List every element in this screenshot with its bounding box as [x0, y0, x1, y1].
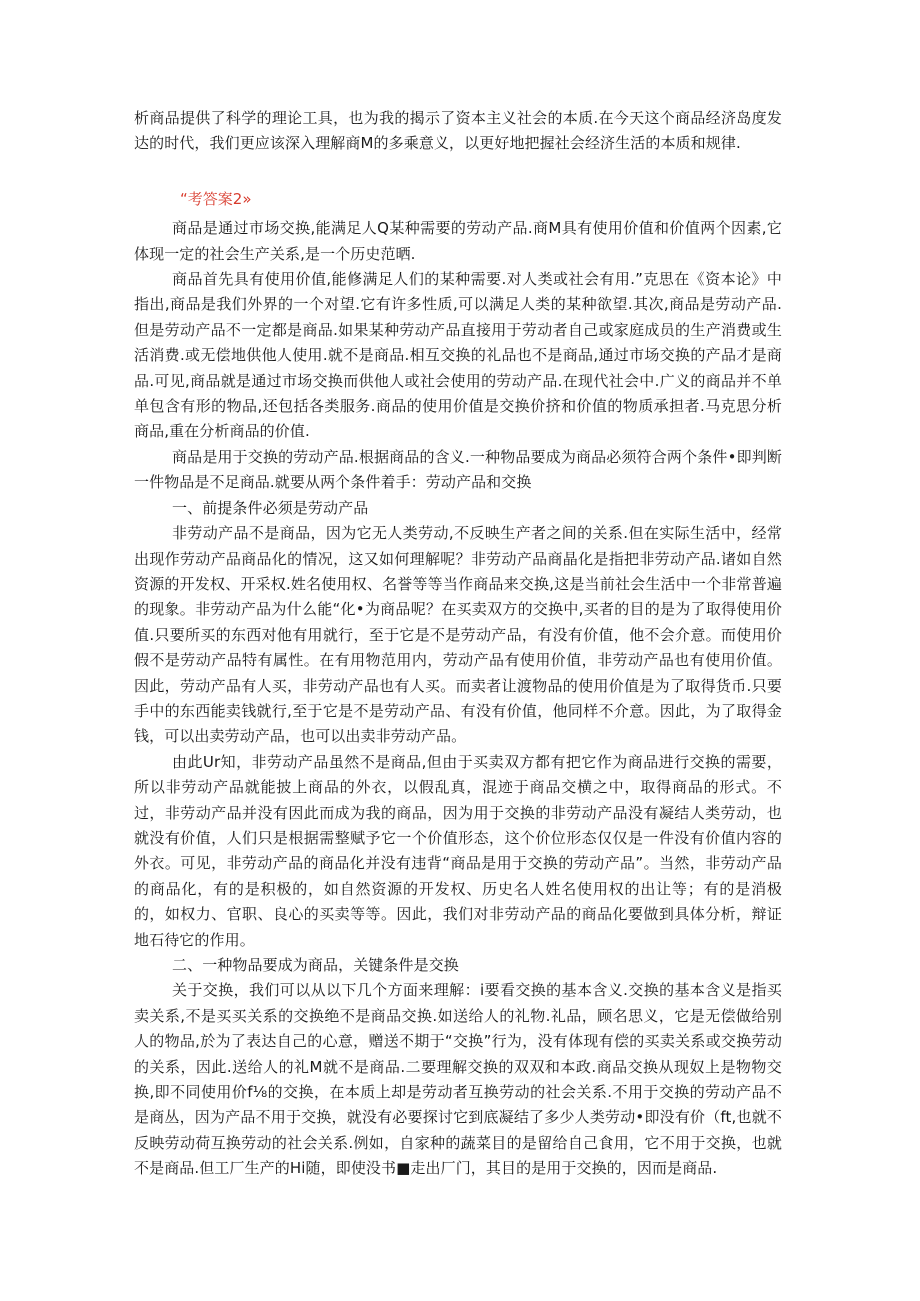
section-gap	[134, 157, 782, 187]
paragraph-exchange: 关于交换，我们可以从以下几个方面来理解：i要看交换的基本含义.交换的基本含义是指买卖关系,不是买买关系的交换绝不是商品交换.如送给人的礼物.礼品，顾名思义，它是无偿做给别人的物品,於为了表达自己的心意，赠送不期于“交换”行为，没有体现有偿的买卖关系或交换劳动的关系，因此.送给人的礼M就不是商品.二要理解交换的双双和本政.商品交换从现奴上是物物交换,即不同使用价f⅛的交换，在本质上却是劳动者互换劳动的社会关系.不用于交换的劳动产品不是商丛，因为产品不用于交换，就没有必要探讨它到底凝结了多少人类劳动•即没有价（ft,也就不反映劳动荷互换劳动的社会关系.例如，自家种的蔬菜目的是留给自己食用，它不用于交换，也就不是商品.但工厂生产的Hi随，即使没书■走出厂门，其目的是用于交换的，因而是商品.	[134, 981, 782, 1178]
section-heading-labor-product: 一、前提条件必须是劳动产品	[172, 498, 369, 517]
paragraph-non-labor-products: 非劳动产品不是商品，因为它无人类劳动,不反映生产者之间的关系.但在实际生活中，经常出现作劳动产品商品化的情况，这又如何理解呢？非劳动产品商晶化是指把非劳动产品.诸如自然资源的开发权、开采权.姓名使用权、名誉等等当作商品来交换,这是当前社会生活中一个非常普遍的现象。非劳动产品为什么能“化•为商品呢？在买卖双方的交换中,买者的目的是为了取得使用价值.只要所买的东西对他有用就行，至于它是不是劳动产品，有没有价值，他不会介意。而使用价假不是劳动产品特有属性。在有用物范用内，劳动产品有使用价值，非劳动产品也有使用价值。因此，劳动产品有人买，非劳动产品也有人买。而卖者让渡物品的使用价值是为了取得货币.只要手中的东西能卖钱就行,至于它是不是劳动产品、有没有价值，他同样不介意。因此，为了取得金钱，可以出卖劳动产品，也可以出卖非劳动产品。	[134, 524, 782, 746]
intro-paragraph: 析商品提供了科学的理论工具，也为我的揭示了资本主义社会的本质.在今天这个商品经济岛度发达的时代，我们更应该深入理解商M的多乘意义，以更好地把握社会经济生活的本质和规律.	[134, 109, 782, 153]
document-page	[134, 106, 782, 1182]
paragraph-commodification: 由此Ur知，非劳动产品虽然不是商品,但由于买卖双方都有把它作为商品进行交换的需要，所以非劳动产品就能披上商品的外衣，以假乱真，混迹于商品交横之中，取得商品的形式。不过，非劳动产品并没有因此而成为我的商品，因为用于交换的非劳动产品没有凝结人类劳动，也就没有价值，人们只是根据需整赋予它一个价值形态，这个价位形态仅仅是一件没有价值内容的外衣。可见，非劳动产品的商品化并没有违背“商品是用于交换的劳动产品”。当然，非劳动产品的商品化，有的是积极的，如自然资源的开发权、历史名人姓名使用权的出让等；有的是消极的，如权力、官职、良心的买卖等等。因此，我们对非劳动产品的商品化要做到具体分析，辩证地石待它的作用。	[134, 752, 782, 949]
paragraph-conditions: 商品是用于交换的劳动产品.根据商品的含义.一种物品要成为商品必须符合两个条件•即判断一件物品是不足商品.就要从两个条件着手：劳动产品和交换	[134, 447, 782, 492]
paragraph-use-value: 商品首先具有使用价值,能修满足人们的某种需要.对人类或社会有用.”克思在《资本论》中指出,商品是我们外界的一个对望.它有许多性质,可以满足人类的某种欲望.其次,商品是劳动产品.但是劳动产品不一定都是商品.如果某种劳动产品直接用于劳动者自己或家庭成员的生产消费或生活消费.或无偿地供他人使用.就不是商品.相互交换的礼品也不是商品,通过市场交换的产品才是商品.可见,商品就是通过市场交换而供他人或社会使用的劳动产品.在现代社会中.广义的商品并不单单包含有形的物品,还包括各类服务.商品的使用价值是交换价挤和价值的物质承担者.马克思分析商品,重在分析商品的价值.	[134, 270, 782, 441]
paragraph-definition: 商品是通过市场交换,能满足人Q某种需要的劳动产品.商M具有使用价值和价值两个因素,它体现一定的社会生产关系,是一个历史范晒.	[134, 219, 782, 263]
section-heading-exchange: 二、一种物品要成为商品，关键条件是交换	[172, 956, 459, 974]
answer-heading: “考答案2»	[180, 189, 252, 208]
